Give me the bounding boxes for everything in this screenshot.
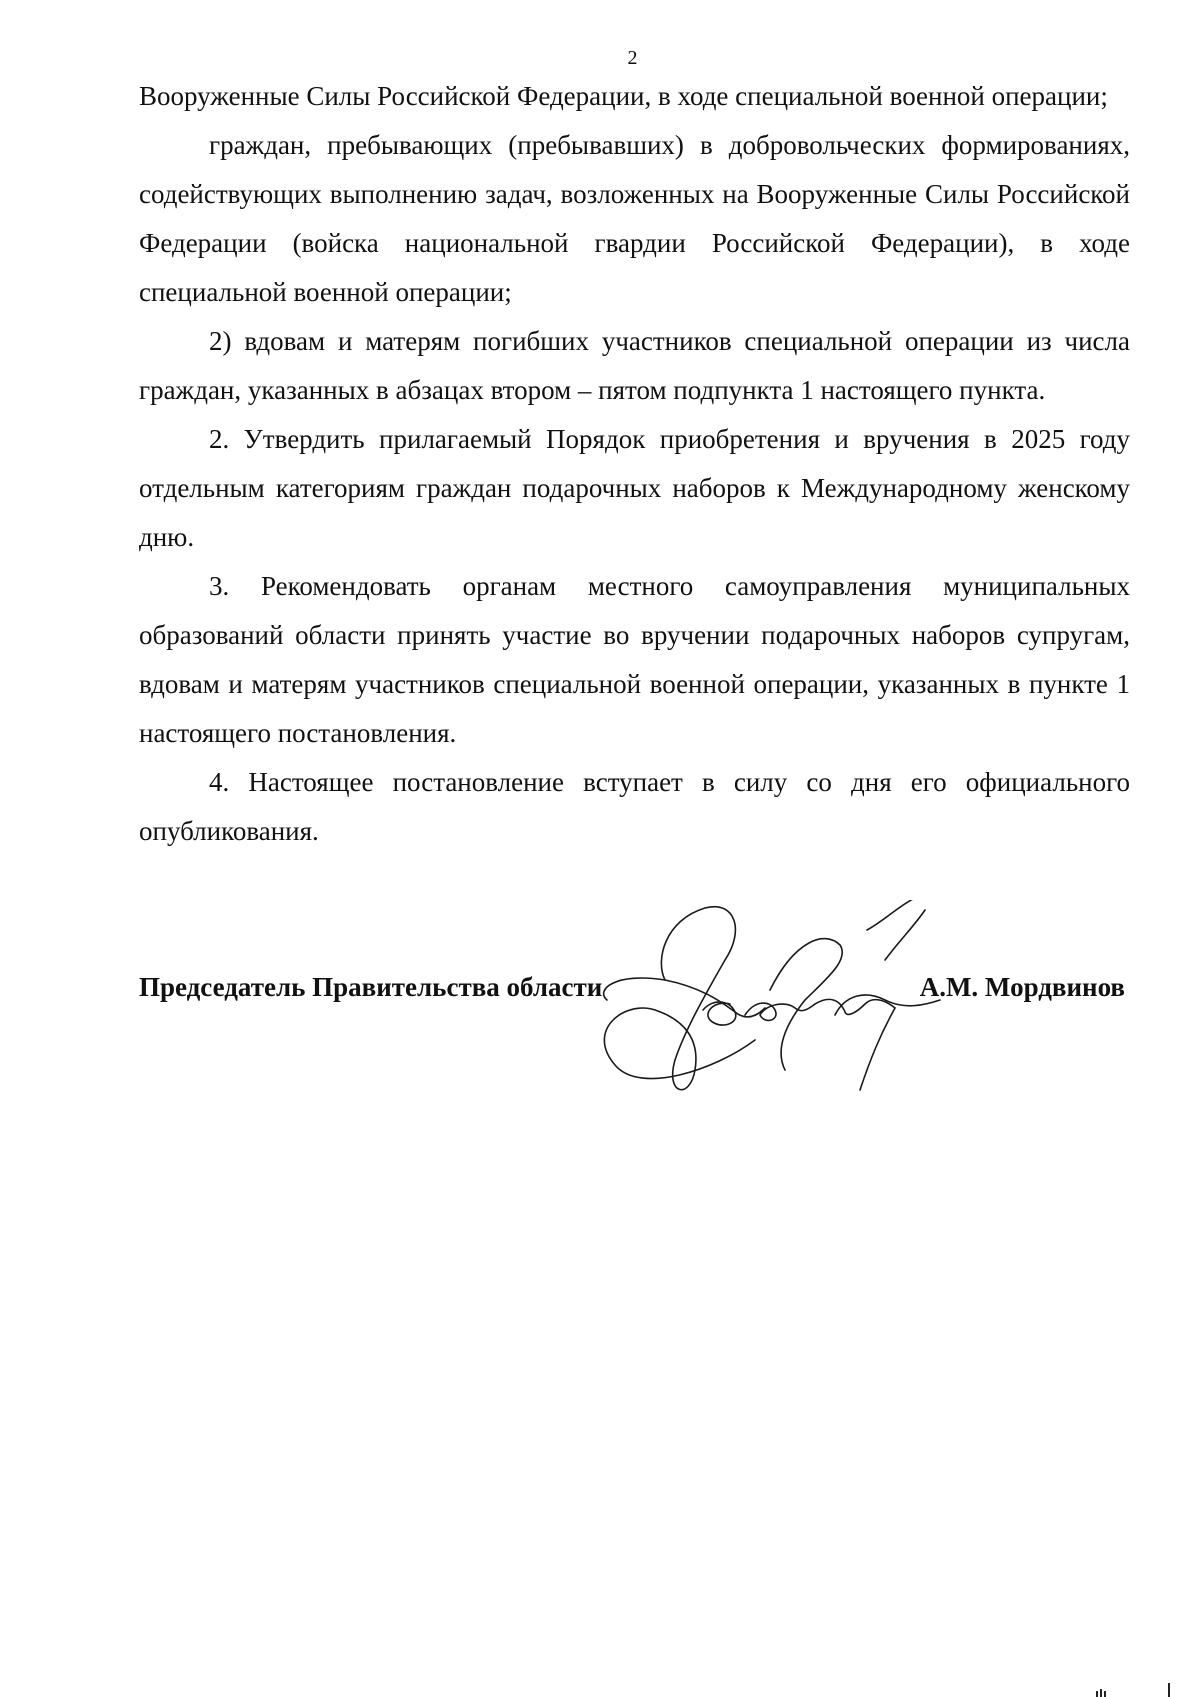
paragraph-widows-mothers: 2) вдовам и матерям погибших участников специальной операции из числа граждан, указанных в абзацах втором – пятом подпункта 1 настоящего пункта. bbox=[139, 326, 1130, 405]
page-number: 2 bbox=[627, 47, 638, 69]
handwritten-signature bbox=[595, 900, 945, 1105]
paragraph-continuation: Вооруженные Силы Российской Федерации, в ходе специальной военной операции; bbox=[139, 81, 1108, 111]
paragraph-volunteers: граждан, пребывающих (пребывавших) в добровольческих формированиях, содействующих выполнению задач, возложенных на Вооруженные Силы Российской Федерации (войска национальной гвардии Российской Федерации), в ходе специальной военной операции; bbox=[139, 130, 1130, 307]
document-body bbox=[139, 72, 1130, 856]
scan-edge-mark bbox=[1168, 1683, 1170, 1697]
paragraph-clause-4: 4. Настоящее постановление вступает в силу со дня его официального опубликования. bbox=[139, 767, 1130, 846]
paragraph-clause-3: 3. Рекомендовать органам местного самоуправления муниципальных образований области принять участие во вручении подарочных наборов супругам, вдовам и матерям участников специальной военной операции, указанных в пункте 1 настоящего постановления. bbox=[139, 571, 1130, 748]
signer-name: А.М. Мордвинов bbox=[919, 972, 1125, 1002]
scan-edge-mark bbox=[1104, 1691, 1106, 1697]
signer-title: Председатель Правительства области bbox=[139, 972, 603, 1002]
paragraph-clause-2: 2. Утвердить прилагаемый Порядок приобретения и вручения в 2025 году отдельным категориям граждан подарочных наборов к Международному женскому дню. bbox=[139, 424, 1130, 552]
scan-edge-mark bbox=[1096, 1691, 1098, 1697]
scan-edge-mark bbox=[1100, 1689, 1102, 1697]
